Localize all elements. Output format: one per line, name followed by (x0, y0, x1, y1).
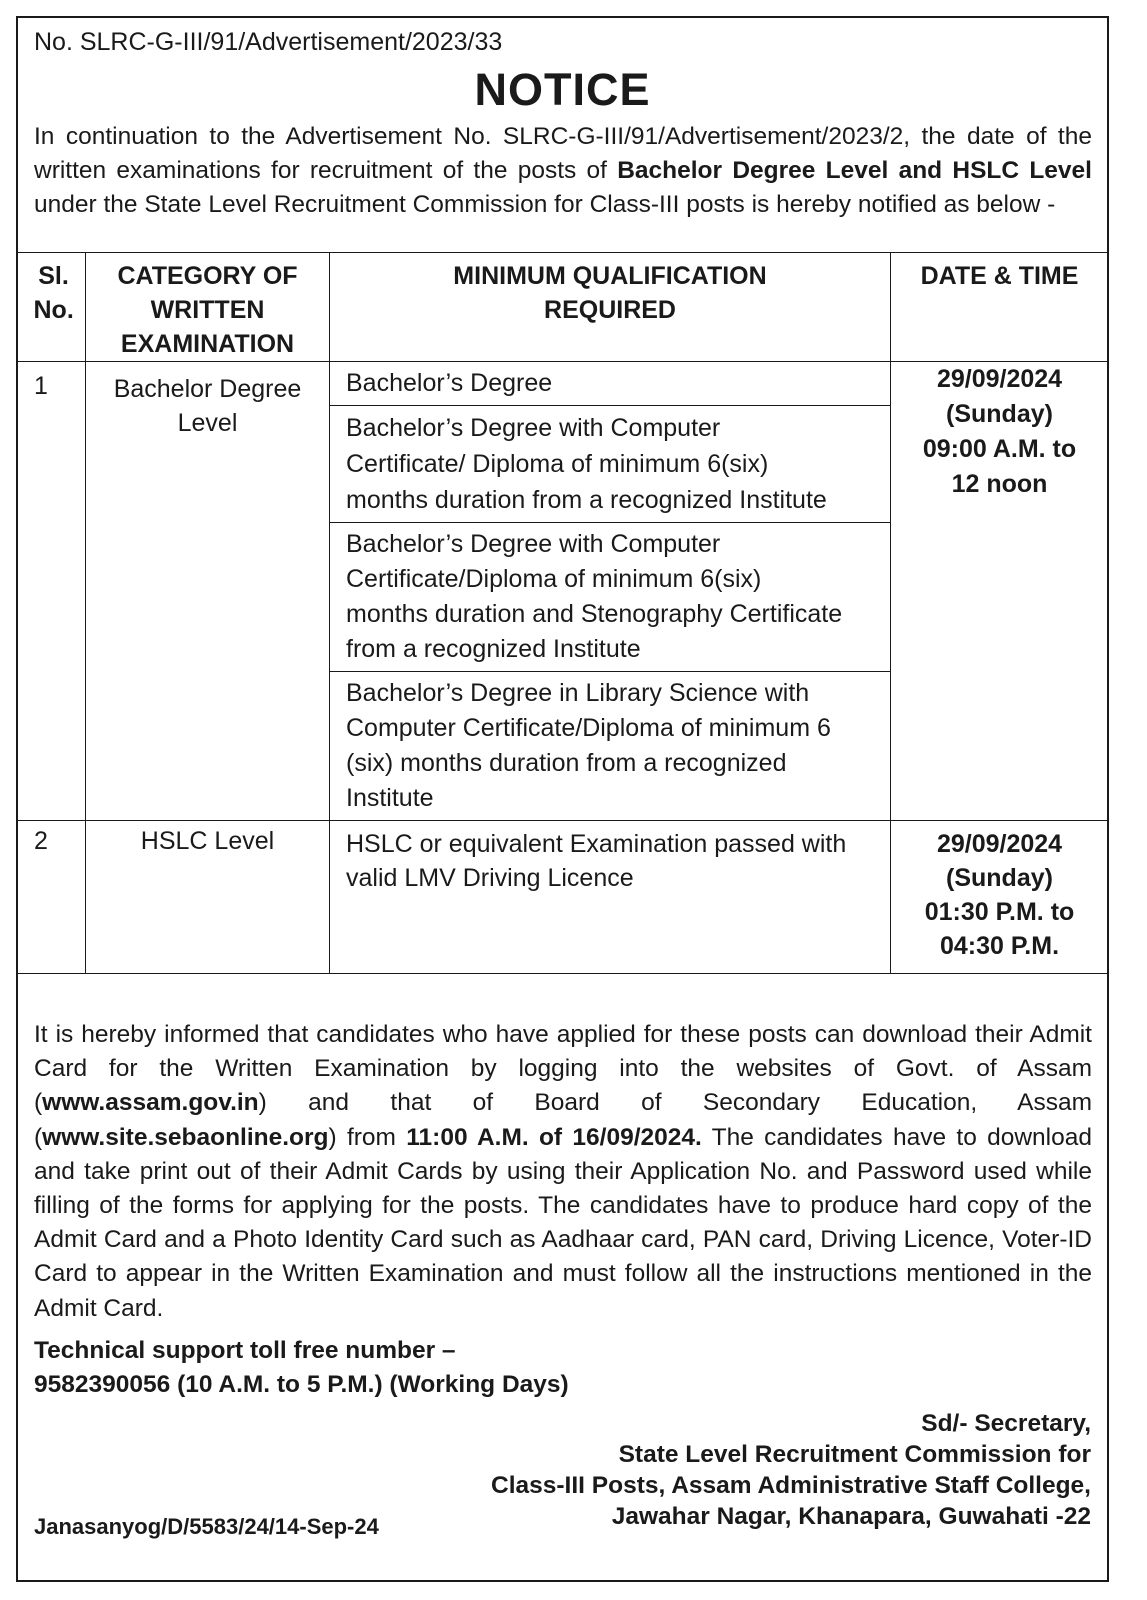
row1-time-end: 12 noon (951, 470, 1048, 498)
signature-block (491, 1408, 1091, 1532)
info-text-2: ) and that of Board of Secondary Education, Assam ( (34, 1089, 1092, 1151)
row1-sl: 1 (18, 362, 86, 821)
intro-paragraph (34, 120, 1092, 222)
header-sl-no: Sl. No. (18, 253, 86, 362)
table-header-row (18, 253, 1109, 362)
row2-day: (Sunday) (946, 864, 1053, 892)
info-text-4: The candidates have to download and take print out of their Admit Cards by using their Application No. and Password used while filling of the forms for applying for the posts. The candidates have to produce hard copy of the Admit Card and a Photo Identity Card such as Aadhaar card, PAN card, Driving Licence, Voter-ID Card to appear in the Written Examination and must follow all the instructions mentioned in the Admit Card. (34, 1123, 1092, 1322)
row2-date-time (891, 821, 1109, 974)
row1-date: 29/09/2024 (936, 365, 1063, 393)
qualification-item: Bachelor’s Degree with Computer Certificate/Diploma of minimum 6(six) months duration and Stenography Certificate from a recognized Institute (330, 523, 890, 672)
admit-card-release-time: 11:00 A.M. of 16/09/2024. (406, 1123, 702, 1151)
janasanyog-code: Janasanyog/D/5583/24/14-Sep-24 (34, 1514, 379, 1539)
exam-schedule-table (17, 252, 1109, 974)
signature-line: Jawahar Nagar, Khanapara, Guwahati -22 (611, 1503, 1091, 1530)
intro-bold: Bachelor Degree Level and HSLC Level (617, 157, 1092, 184)
header-category: CATEGORY OF WRITTEN EXAMINATION (86, 253, 330, 362)
intro-text-2: under the State Level Recruitment Commission for Class-III posts is hereby notified as below - (34, 191, 1056, 218)
qualification-item: Bachelor’s Degree (330, 362, 890, 406)
row1-qualifications (330, 362, 891, 821)
table-row (18, 821, 1109, 974)
row2-time-end: 04:30 P.M. (939, 932, 1060, 960)
info-text-1: It is hereby informed that candidates who have applied for these posts can download their Admit Card for the Written Examination by logging into the websites of Govt. of Assam ( (34, 1021, 1092, 1117)
row1-day: (Sunday) (946, 400, 1053, 428)
row2-category: HSLC Level (86, 821, 330, 974)
seba-website-link[interactable]: www.site.sebaonline.org (42, 1123, 329, 1151)
header-date-time: DATE & TIME (891, 253, 1109, 362)
admit-card-paragraph (34, 1018, 1092, 1326)
row2-sl: 2 (18, 821, 86, 974)
assam-website-link[interactable]: www.assam.gov.in (42, 1089, 259, 1117)
signature-line: Sd/- Secretary, (921, 1410, 1091, 1437)
technical-support (34, 1334, 569, 1402)
info-text-3: ) from (328, 1123, 407, 1151)
row2-date: 29/09/2024 (936, 830, 1063, 858)
row2-time-start: 01:30 P.M. to (924, 898, 1075, 926)
support-number: 9582390056 (10 A.M. to 5 P.M.) (Working Days) (34, 1371, 569, 1398)
signature-line: State Level Recruitment Commission for (618, 1441, 1091, 1468)
signature-line: Class-III Posts, Assam Administrative Staff College, (491, 1472, 1091, 1499)
intro-text-1: In continuation to the Advertisement No. SLRC-G-III/91/Advertisement/2023/2, the date of the written examinations for recruitment of the posts of (34, 123, 1092, 184)
table-row (18, 362, 1109, 821)
row2-qualification: HSLC or equivalent Examination passed with valid LMV Driving Licence (330, 821, 891, 974)
header-qualification: MINIMUM QUALIFICATION REQUIRED (330, 253, 891, 362)
reference-number: No. SLRC-G-III/91/Advertisement/2023/33 (34, 28, 503, 56)
row1-time-start: 09:00 A.M. to (922, 435, 1077, 463)
row1-date-time (891, 362, 1109, 821)
qualification-item: Bachelor’s Degree in Library Science with Computer Certificate/Diploma of minimum 6 (six) months duration from a recognized Institute (346, 679, 831, 812)
notice-title: NOTICE (474, 64, 651, 115)
row1-category: Bachelor Degree Level (86, 362, 330, 821)
support-label: Technical support toll free number – (34, 1337, 456, 1364)
qualification-item: Bachelor’s Degree with Computer Certificate/ Diploma of minimum 6(six) months duration from a recognized Institute (330, 406, 890, 523)
